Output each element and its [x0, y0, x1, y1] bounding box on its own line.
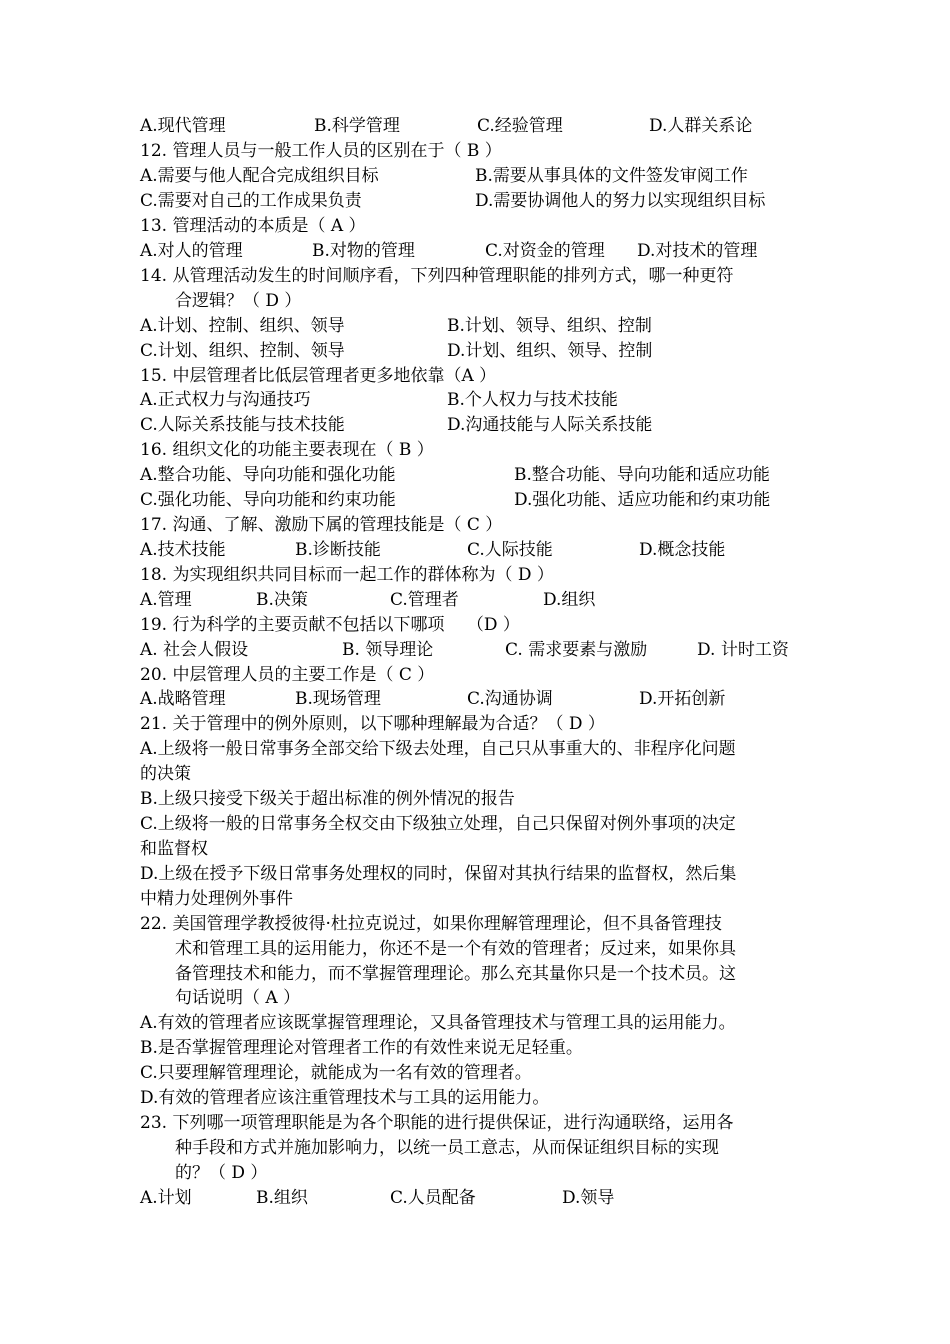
option-a: A.上级将一般日常事务全部交给下级去处理，自己只从事重大的、非程序化问题 — [140, 739, 736, 759]
option-c: C.人员配备 — [390, 1188, 476, 1208]
option-a: A.计划、控制、组织、领导 — [140, 316, 345, 336]
option-b: B.对物的管理 — [312, 241, 415, 261]
option-a: A.技术技能 — [140, 540, 226, 560]
question-stem-continuation: 合逻辑？（ D ） — [175, 291, 302, 311]
question-stem: 16. 组织文化的功能主要表现在（ B ） — [140, 440, 434, 460]
option-b: B.诊断技能 — [295, 540, 381, 560]
option-d: D.需要协调他人的努力以实现组织目标 — [475, 191, 766, 211]
question-stem: 15. 中层管理者比低层管理者更多地依靠（A ） — [140, 366, 497, 386]
option-b: B.需要从事具体的文件签发审阅工作 — [475, 166, 748, 186]
option-b: B.整合功能、导向功能和适应功能 — [514, 465, 770, 485]
option-a: A.现代管理 — [140, 116, 226, 136]
option-d: D.有效的管理者应该注重管理技术与工具的运用能力。 — [140, 1088, 550, 1108]
question-stem: 12. 管理人员与一般工作人员的区别在于（ B ） — [140, 141, 502, 161]
option-d: D.组织 — [543, 590, 596, 610]
question-stem: 23. 下列哪一项管理职能是为各个职能的进行提供保证，进行沟通联络，运用各 — [140, 1113, 734, 1133]
question-stem-continuation: 句话说明（ A ） — [175, 988, 301, 1008]
option-a: A.对人的管理 — [140, 241, 243, 261]
option-a: A.战略管理 — [140, 689, 226, 709]
option-d: D.领导 — [562, 1188, 615, 1208]
option-c: C.人际技能 — [467, 540, 553, 560]
option-a-continuation: 的决策 — [140, 764, 191, 784]
option-b: B.是否掌握管理理论对管理者工作的有效性来说无足轻重。 — [140, 1038, 583, 1058]
question-stem-continuation: 术和管理工具的运用能力，你还不是一个有效的管理者；反过来，如果你具 — [175, 939, 736, 959]
question-stem: 17. 沟通、了解、激励下属的管理技能是（ C ） — [140, 515, 503, 535]
option-d: D.上级在授予下级日常事务处理权的同时，保留对其执行结果的监督权，然后集 — [140, 864, 737, 884]
question-stem: 18. 为实现组织共同目标而一起工作的群体称为（ D ） — [140, 565, 554, 585]
option-c: C.对资金的管理 — [485, 241, 605, 261]
option-b: B.科学管理 — [314, 116, 400, 136]
option-d: D.开拓创新 — [639, 689, 726, 709]
question-stem: 22. 美国管理学教授彼得·杜拉克说过，如果你理解管理理论，但不具备管理技 — [140, 914, 722, 934]
question-stem-continuation: 种手段和方式并施加影响力，以统一员工意志，从而保证组织目标的实现 — [175, 1138, 719, 1158]
option-d-continuation: 中精力处理例外事件 — [140, 889, 293, 909]
option-c: C.上级将一般的日常事务全权交由下级独立处理，自己只保留对例外事项的决定 — [140, 814, 736, 834]
option-a: A.整合功能、导向功能和强化功能 — [140, 465, 396, 485]
option-d: D.人群关系论 — [649, 116, 753, 136]
option-a: A.正式权力与沟通技巧 — [140, 390, 311, 410]
option-c: C.管理者 — [390, 590, 459, 610]
option-a: A.管理 — [140, 590, 192, 610]
option-c: C. 需求要素与激励 — [505, 640, 648, 660]
option-b: B.决策 — [256, 590, 308, 610]
option-c: C.经验管理 — [477, 116, 563, 136]
option-a: A. 社会人假设 — [140, 640, 249, 660]
question-stem-continuation: 的？（ D ） — [175, 1163, 268, 1183]
option-c: C.沟通协调 — [467, 689, 553, 709]
option-c-continuation: 和监督权 — [140, 839, 208, 859]
option-b: B. 领导理论 — [342, 640, 434, 660]
question-stem-continuation: 备管理技术和能力，而不掌握管理理论。那么充其量你只是一个技术员。这 — [175, 964, 736, 984]
option-a: A.有效的管理者应该既掌握管理理论，又具备管理技术与管理工具的运用能力。 — [140, 1013, 736, 1033]
option-d: D.沟通技能与人际关系技能 — [447, 415, 653, 435]
question-stem: 19. 行为科学的主要贡献不包括以下哪项 （D ） — [140, 615, 520, 635]
option-c: C.需要对自己的工作成果负责 — [140, 191, 362, 211]
option-c: C.只要理解管理理论，就能成为一名有效的管理者。 — [140, 1063, 532, 1083]
option-c: C.计划、组织、控制、领导 — [140, 341, 345, 361]
question-stem: 13. 管理活动的本质是（ A ） — [140, 216, 366, 236]
option-d: D.强化功能、适应功能和约束功能 — [514, 490, 771, 510]
option-a: A.需要与他人配合完成组织目标 — [140, 166, 379, 186]
option-b: B.上级只接受下级关于超出标准的例外情况的报告 — [140, 789, 515, 809]
question-stem: 14. 从管理活动发生的时间顺序看，下列四种管理职能的排列方式，哪一种更符 — [140, 266, 734, 286]
option-d: D.对技术的管理 — [637, 241, 758, 261]
option-d: D.概念技能 — [639, 540, 726, 560]
question-stem: 20. 中层管理人员的主要工作是（ C ） — [140, 665, 435, 685]
question-stem: 21. 关于管理中的例外原则，以下哪种理解最为合适？（ D ） — [140, 714, 605, 734]
option-b: B.个人权力与技术技能 — [447, 390, 618, 410]
option-c: C.强化功能、导向功能和约束功能 — [140, 490, 396, 510]
option-c: C.人际关系技能与技术技能 — [140, 415, 345, 435]
option-b: B.组织 — [256, 1188, 308, 1208]
option-b: B.计划、领导、组织、控制 — [447, 316, 652, 336]
option-a: A.计划 — [140, 1188, 192, 1208]
option-b: B.现场管理 — [295, 689, 381, 709]
option-d: D.计划、组织、领导、控制 — [447, 341, 653, 361]
option-d: D. 计时工资 — [697, 640, 789, 660]
